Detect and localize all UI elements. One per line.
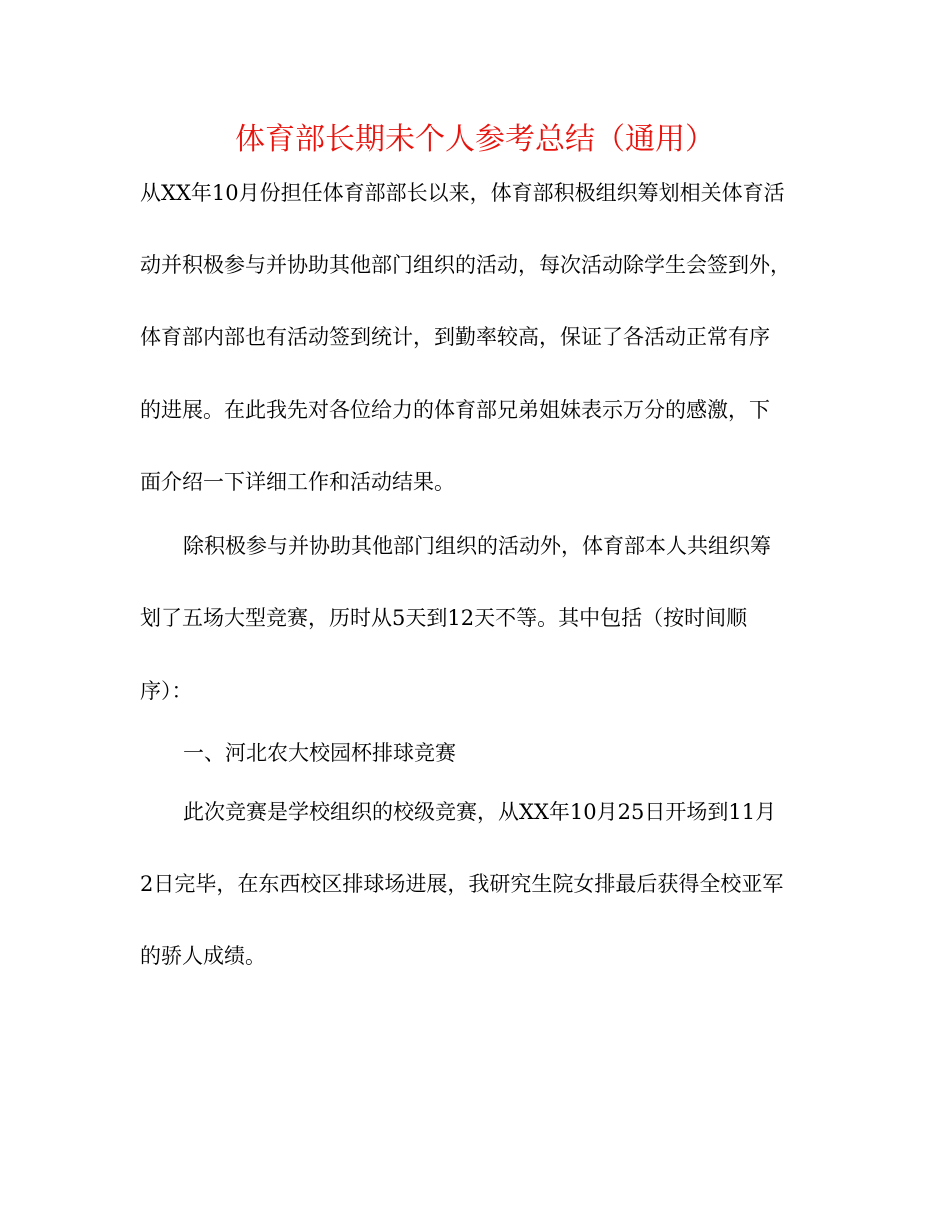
document-title: 体育部长期未个人参考总结（通用） <box>235 122 715 157</box>
paragraph-line: 从XX年10月份担任体育部部长以来，体育部积极组织筹划相关体育活 <box>140 181 785 205</box>
paragraph-line: 划了五场大型竞赛，历时从5天到12天不等。其中包括（按时间顺 <box>140 606 748 630</box>
paragraph-line: 的骄人成绩。 <box>140 944 266 968</box>
paragraph-line: 体育部内部也有活动签到统计，到勤率较高，保证了各活动正常有序 <box>140 325 770 349</box>
paragraph-line: 此次竞赛是学校组织的校级竞赛，从XX年10月25日开场到11月 <box>183 800 777 824</box>
paragraph-line: 除积极参与并协助其他部门组织的活动外，体育部本人共组织筹 <box>183 534 771 558</box>
paragraph-line: 序）： <box>140 679 193 703</box>
paragraph-line: 的进展。在此我先对各位给力的体育部兄弟姐妹表示万分的感激，下 <box>140 398 770 422</box>
paragraph-line: 面介绍一下详细工作和活动结果。 <box>140 470 455 494</box>
paragraph-line: 2日完毕，在东西校区排球场进展，我研究生院女排最后获得全校亚军 <box>140 872 784 896</box>
paragraph-line: 动并积极参与并协助其他部门组织的活动，每次活动除学生会签到外， <box>140 253 791 277</box>
section-heading: 一、河北农大校园杯排球竞赛 <box>183 741 456 765</box>
